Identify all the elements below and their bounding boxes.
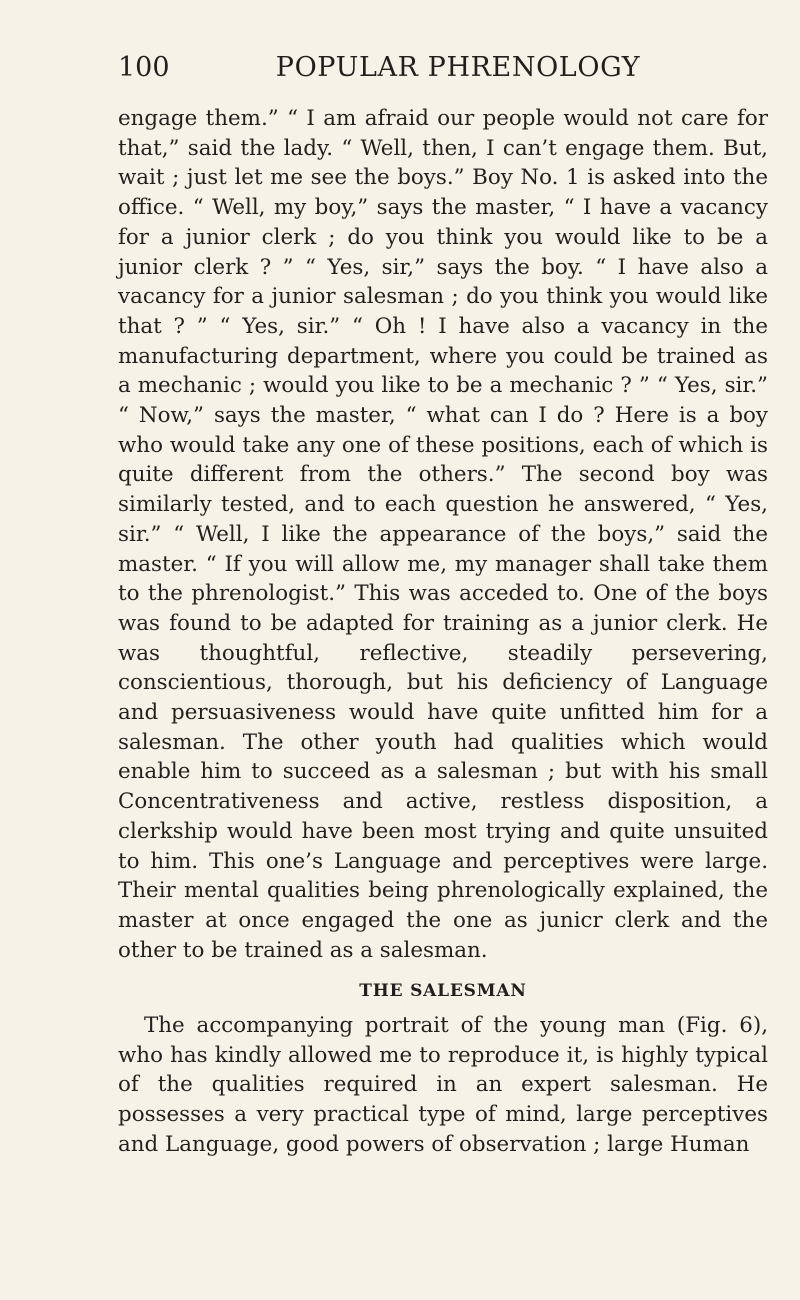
running-title: POPULAR PHRENOLOGY [275,52,641,83]
page-header [118,52,768,96]
body-paragraph: The accompanying portrait of the young man (Fig. 6), who has kindly allowed me to reproduce it, is highly typical of the qualities required in an expert salesman. He possesses a very practical type of mind, large perceptives and Language, good powers of observation ; large Human [118,1013,768,1157]
section-heading: THE SALESMAN [359,981,527,1001]
page-number: 100 [118,52,170,83]
body-paragraph: engage them.” “ I am afraid our people would not care for that,” said the lady. “ Well, then, I can’t engage them. But, wait ; just let me see the boys.” Boy No. 1 is asked into the office. “ Well, my boy,” says the master, “ I have a vacancy for a junior clerk ; do you think you would like to be a junior clerk ? ” “ Yes, sir,” says the boy. “ I have also a vacancy for a junior salesman ; do you think you would like that ? ” “ Yes, sir.” “ Oh ! I have also a vacancy in the manufacturing department, where you could be trained as a mechanic ; would you like to be a mechanic ? ” “ Yes, sir.” “ Now,” says the master, “ what can I do ? Here is a boy who would take any one of these positions, each of which is quite different from the others.” The second boy was similarly tested, and to each question he answered, “ Yes, sir.” “ Well, I like the appearance of the boys,” said the master. “ If you will allow me, my manager shall take them to the phrenologist.” This was acceded to. One of the boys was found to be adapted for training as a junior clerk. He was thoughtful, reflective, steadily persevering, conscientious, thorough, but his deficiency of Language and persuasiveness would have quite unfitted him for a salesman. The other youth had qualities which would enable him to succeed as a salesman ; but with his small Concentrativeness and active, restless disposition, a clerkship would have been most trying and quite unsuited to him. This one’s Language and perceptives were large. Their mental qualities being phrenologically explained, the master at once engaged the one as junicr clerk and the other to be trained as a salesman. [118,106,768,963]
